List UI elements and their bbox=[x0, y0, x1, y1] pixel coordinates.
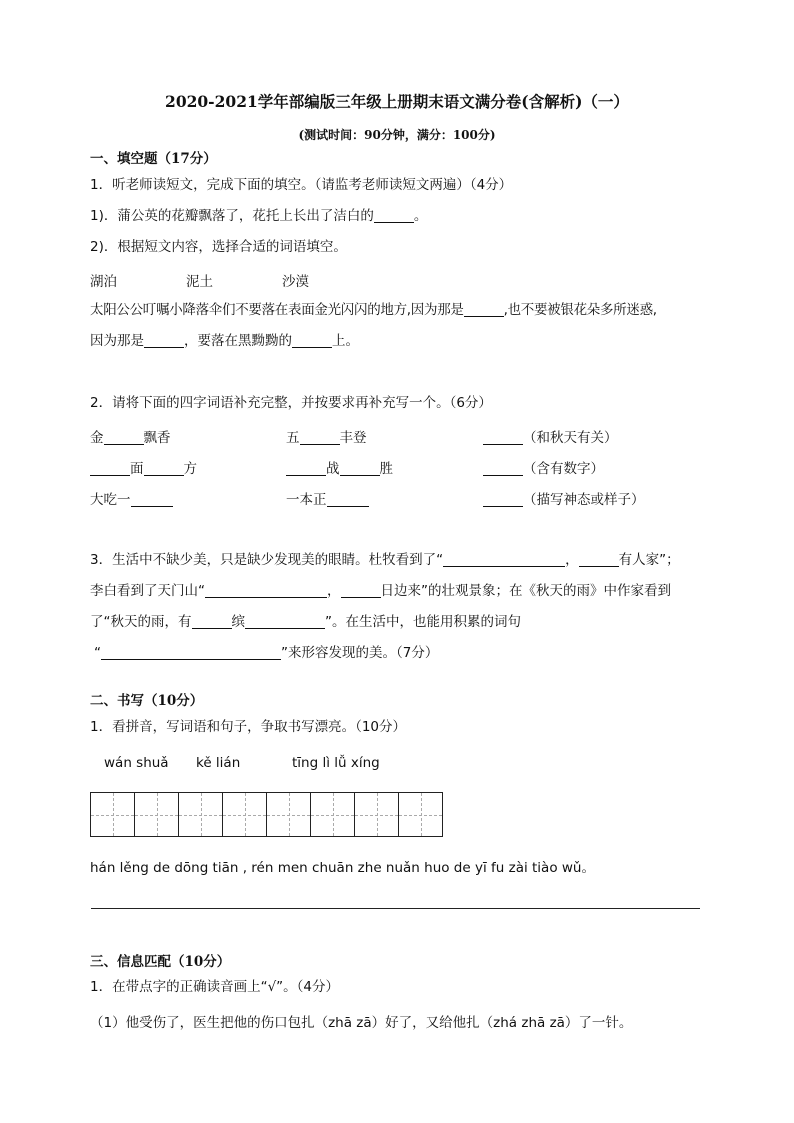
q3-text: 缤 bbox=[231, 614, 245, 630]
answer-blank[interactable] bbox=[205, 583, 327, 598]
passage-text: ，要落在黑黝黝的 bbox=[184, 333, 292, 349]
idiom-9 bbox=[483, 488, 645, 508]
writing-cell[interactable] bbox=[266, 792, 311, 837]
word-option: 泥土 bbox=[186, 274, 213, 290]
idiom-hint: （含有数字） bbox=[523, 461, 604, 477]
idiom-6 bbox=[483, 457, 604, 477]
writing-grid bbox=[91, 792, 443, 837]
answer-blank[interactable] bbox=[327, 492, 369, 507]
idiom-char: 大吃一 bbox=[90, 492, 131, 508]
answer-blank[interactable] bbox=[131, 492, 173, 507]
passage-line-1 bbox=[90, 301, 657, 319]
idiom-char: 战 bbox=[326, 461, 340, 477]
answer-blank[interactable] bbox=[90, 461, 130, 476]
answer-blank[interactable] bbox=[579, 552, 619, 567]
writing-cell[interactable] bbox=[90, 792, 135, 837]
idiom-5 bbox=[286, 457, 393, 477]
q3-text: ， bbox=[327, 583, 341, 599]
pinyin-word: kě lián bbox=[196, 755, 241, 771]
word-option: 湖泊 bbox=[90, 274, 117, 290]
matching-prompt: 1．在带点字的正确读音画上“√”。（4分） bbox=[90, 979, 340, 995]
passage-text: ,也不要被银花朵多所迷惑, bbox=[503, 302, 657, 318]
q3-text: 李白看到了天门山“ bbox=[90, 583, 205, 599]
passage-text: 上。 bbox=[332, 333, 359, 349]
writing-cell[interactable] bbox=[398, 792, 443, 837]
word-option: 沙漠 bbox=[282, 274, 309, 290]
answer-blank[interactable] bbox=[245, 614, 325, 629]
answer-blank[interactable] bbox=[483, 492, 523, 507]
idiom-7 bbox=[90, 488, 173, 508]
idiom-2 bbox=[286, 426, 367, 446]
answer-blank[interactable] bbox=[374, 208, 414, 223]
matching-item-1: （1）他受伤了，医生把他的伤口包扎（zhā zā）好了，又给他扎（zhá zhā zā）了一针。 bbox=[90, 1015, 633, 1031]
idiom-8 bbox=[286, 488, 369, 508]
idiom-char: 金 bbox=[90, 430, 104, 446]
question-1-sub-2: 2)．根据短文内容，选择合适的词语填空。 bbox=[90, 239, 347, 255]
question-3-line-3 bbox=[90, 613, 521, 631]
answer-line[interactable] bbox=[91, 908, 700, 909]
idiom-char: 丰登 bbox=[339, 430, 367, 446]
sub-1-text: 1)．蒲公英的花瓣飘落了，花托上长出了洁白的 bbox=[90, 208, 374, 224]
answer-blank[interactable] bbox=[464, 302, 504, 317]
idiom-char: 面 bbox=[130, 461, 144, 477]
answer-blank[interactable] bbox=[101, 645, 281, 660]
passage-text: 因为那是 bbox=[90, 333, 144, 349]
idiom-char: 胜 bbox=[379, 461, 393, 477]
q3-text: 有人家”； bbox=[618, 552, 680, 568]
writing-prompt: 1．看拼音，写词语和句子，争取书写漂亮。（10分） bbox=[90, 719, 407, 735]
idiom-hint: （描写神态或样子） bbox=[523, 492, 645, 508]
answer-blank[interactable] bbox=[104, 430, 144, 445]
answer-blank[interactable] bbox=[443, 552, 565, 567]
answer-blank[interactable] bbox=[341, 583, 381, 598]
idiom-char: 飘香 bbox=[143, 430, 171, 446]
passage-line-2 bbox=[90, 332, 359, 350]
q3-text: ， bbox=[565, 552, 579, 568]
writing-cell[interactable] bbox=[310, 792, 355, 837]
answer-blank[interactable] bbox=[483, 430, 523, 445]
section-heading-writing: 二、书写（10分） bbox=[90, 693, 204, 709]
passage-text: 太阳公公叮嘱小降落伞们不要落在表面金光闪闪的地方,因为那是 bbox=[90, 302, 464, 318]
writing-cell[interactable] bbox=[354, 792, 399, 837]
answer-blank[interactable] bbox=[292, 333, 332, 348]
section-heading-fill-in: 一、填空题（17分） bbox=[90, 151, 217, 167]
question-3-line-1 bbox=[90, 551, 680, 569]
answer-blank[interactable] bbox=[144, 333, 184, 348]
q3-text: 3．生活中不缺少美，只是缺少发现美的眼睛。杜牧看到了“ bbox=[90, 552, 444, 568]
idiom-3 bbox=[483, 426, 618, 446]
idiom-char: 一本正 bbox=[286, 492, 327, 508]
idiom-4 bbox=[90, 457, 197, 477]
answer-blank[interactable] bbox=[144, 461, 184, 476]
idiom-char: 方 bbox=[183, 461, 197, 477]
idiom-1 bbox=[90, 426, 171, 446]
idiom-char: 五 bbox=[286, 430, 300, 446]
page-title: 2020-2021学年部编版三年级上册期末语文满分卷(含解析)（一） bbox=[165, 92, 629, 111]
pinyin-word: wán shuǎ bbox=[104, 755, 169, 771]
section-heading-matching: 三、信息匹配（10分） bbox=[90, 954, 231, 970]
writing-cell[interactable] bbox=[178, 792, 223, 837]
answer-blank[interactable] bbox=[300, 430, 340, 445]
q3-text: ”。在生活中，也能用积累的词句 bbox=[325, 614, 521, 630]
question-3-line-2 bbox=[90, 582, 671, 600]
answer-blank[interactable] bbox=[340, 461, 380, 476]
writing-cell[interactable] bbox=[134, 792, 179, 837]
q3-text: 了“秋天的雨，有 bbox=[90, 614, 192, 630]
answer-blank[interactable] bbox=[286, 461, 326, 476]
answer-blank[interactable] bbox=[192, 614, 232, 629]
answer-blank[interactable] bbox=[483, 461, 523, 476]
question-2-prompt: 2．请将下面的四字词语补充完整，并按要求再补充写一个。（6分） bbox=[90, 395, 492, 411]
q3-text: 日边来”的壮观景象；在《秋天的雨》中作家看到 bbox=[380, 583, 671, 599]
sub-1-end: 。 bbox=[413, 208, 428, 224]
idiom-hint: （和秋天有关） bbox=[523, 430, 618, 446]
pinyin-word: tīng lì lǚ xíng bbox=[292, 755, 380, 771]
question-1-prompt: 1．听老师读短文，完成下面的填空。（请监考老师读短文两遍）（4分） bbox=[90, 177, 513, 193]
sentence-pinyin: hán lěng de dōng tiān , rén men chuān zhe nuǎn huo de yī fu zài tiào wǔ。 bbox=[90, 860, 595, 876]
q3-text: ”来形容发现的美。（7分） bbox=[281, 645, 439, 661]
exam-info: (测试时间：90分钟，满分：100分) bbox=[298, 128, 496, 142]
question-1-sub-1 bbox=[90, 207, 427, 225]
q3-text: “ bbox=[94, 645, 101, 661]
writing-cell[interactable] bbox=[222, 792, 267, 837]
question-3-line-4 bbox=[94, 644, 438, 662]
